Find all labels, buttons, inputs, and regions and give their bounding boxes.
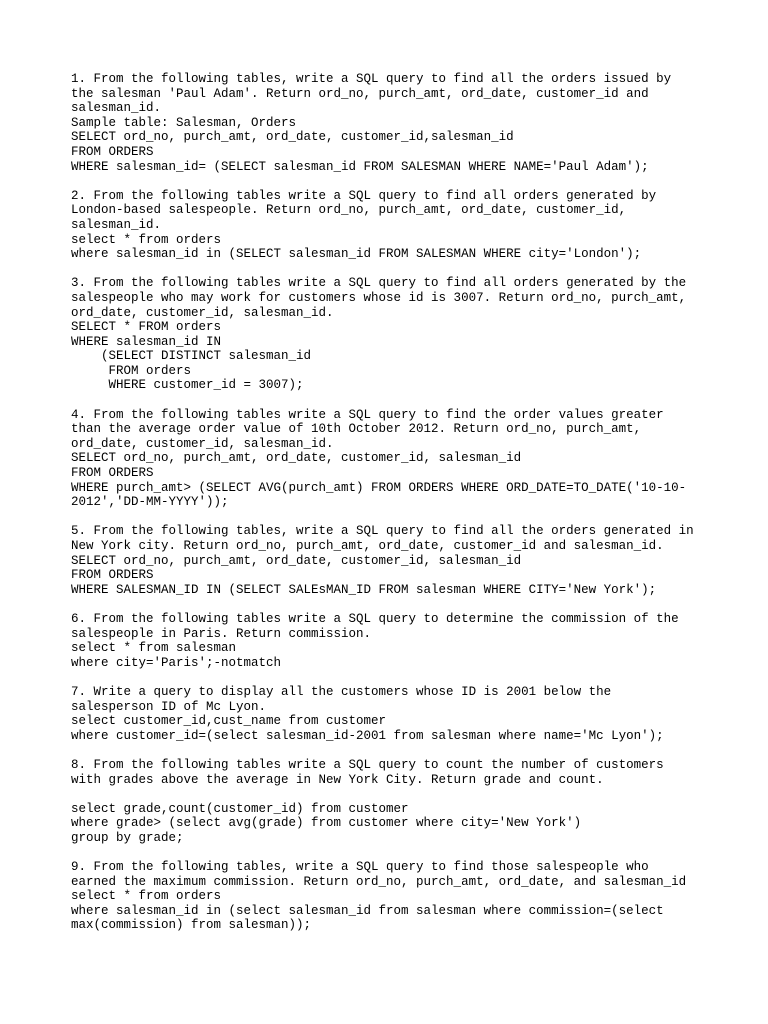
text-line: FROM ORDERS	[71, 466, 154, 481]
text-line: where salesman_id in (SELECT salesman_id FROM SALESMAN WHERE city='London');	[71, 247, 642, 262]
text-line: where customer_id=(select salesman_id-2001 from salesman where name='Mc Lyon');	[71, 728, 664, 743]
question-block	[71, 758, 751, 846]
document-page	[71, 72, 751, 948]
text-line: 5. From the following tables, write a SQL query to find all the orders generated in	[71, 524, 694, 539]
text-line: WHERE customer_id = 3007);	[71, 378, 304, 393]
text-line: salespeople in Paris. Return commission.	[71, 626, 372, 641]
text-line: SELECT * FROM orders	[71, 320, 222, 335]
text-line: select * from orders	[71, 889, 222, 904]
text-line: FROM ORDERS	[71, 144, 154, 159]
text-line: than the average order value of 10th October 2012. Return ord_no, purch_amt,	[71, 422, 642, 437]
text-line: earned the maximum commission. Return ord_no, purch_amt, ord_date, and salesman_id	[71, 874, 687, 889]
text-line: 9. From the following tables, write a SQL query to find those salespeople who	[71, 860, 649, 875]
text-line: 3. From the following tables write a SQL query to find all orders generated by the	[71, 276, 687, 291]
text-line: FROM orders	[71, 363, 192, 378]
text-line: the salesman 'Paul Adam'. Return ord_no, purch_amt, ord_date, customer_id and	[71, 86, 649, 101]
text-line: WHERE SALESMAN_ID IN (SELECT SALEsMAN_ID FROM salesman WHERE CITY='New York');	[71, 582, 657, 597]
text-line	[71, 787, 751, 802]
text-line: WHERE salesman_id= (SELECT salesman_id FROM SALESMAN WHERE NAME='Paul Adam');	[71, 159, 649, 174]
text-line: New York city. Return ord_no, purch_amt, ord_date, customer_id and salesman_id.	[71, 539, 664, 553]
text-line: SELECT ord_no, purch_amt, ord_date, customer_id, salesman_id	[71, 451, 522, 466]
text-line: with grades above the average in New York City. Return grade and count.	[71, 772, 604, 787]
text-line: 7. Write a query to display all the customers whose ID is 2001 below the	[71, 684, 612, 699]
text-line: where city='Paris';-notmatch	[71, 655, 282, 670]
text-line: salesperson ID of Mc Lyon.	[71, 699, 267, 714]
question-block	[71, 860, 751, 933]
question-block	[71, 408, 751, 510]
text-line: 4. From the following tables write a SQL query to find the order values greater	[71, 407, 664, 422]
text-line: 8. From the following tables write a SQL query to count the number of customers	[71, 757, 664, 772]
text-line: select * from salesman	[71, 641, 237, 656]
text-line: London-based salespeople. Return ord_no, purch_amt, ord_date, customer_id,	[71, 203, 627, 218]
text-line: where salesman_id in (select salesman_id from salesman where commission=(select	[71, 903, 664, 918]
text-line: FROM ORDERS	[71, 568, 154, 583]
text-line: group by grade;	[71, 830, 184, 845]
text-line: where grade> (select avg(grade) from customer where city='New York')	[71, 816, 582, 831]
text-line: 2. From the following tables write a SQL query to find all orders generated by	[71, 188, 657, 203]
text-line: 6. From the following tables write a SQL query to determine the commission of the	[71, 611, 679, 626]
text-line: select grade,count(customer_id) from customer	[71, 801, 409, 816]
text-line: 2012','DD-MM-YYYY'));	[71, 495, 229, 510]
question-block	[71, 524, 751, 597]
question-block	[71, 276, 751, 393]
question-block	[71, 72, 751, 174]
text-line: (SELECT DISTINCT salesman_id	[71, 349, 312, 364]
text-line: ord_date, customer_id, salesman_id.	[71, 436, 334, 451]
text-line: select * from orders	[71, 232, 222, 247]
question-block	[71, 685, 751, 743]
text-line: 1. From the following tables, write a SQL query to find all the orders issued by	[71, 72, 672, 86]
text-line: Sample table: Salesman, Orders	[71, 115, 297, 130]
text-line: salesman_id.	[71, 101, 162, 116]
text-line: salesman_id.	[71, 217, 162, 232]
text-line: SELECT ord_no, purch_amt, ord_date, customer_id,salesman_id	[71, 130, 514, 145]
question-block	[71, 612, 751, 670]
text-line: SELECT ord_no, purch_amt, ord_date, customer_id, salesman_id	[71, 553, 522, 568]
text-line: ord_date, customer_id, salesman_id.	[71, 305, 334, 320]
text-line: salespeople who may work for customers whose id is 3007. Return ord_no, purch_amt,	[71, 290, 687, 305]
question-block	[71, 189, 751, 262]
text-line: select customer_id,cust_name from customer	[71, 714, 387, 729]
text-line: max(commission) from salesman));	[71, 918, 312, 933]
text-line: WHERE purch_amt> (SELECT AVG(purch_amt) FROM ORDERS WHERE ORD_DATE=TO_DATE('10-10-	[71, 480, 687, 495]
text-line: WHERE salesman_id IN	[71, 334, 222, 349]
